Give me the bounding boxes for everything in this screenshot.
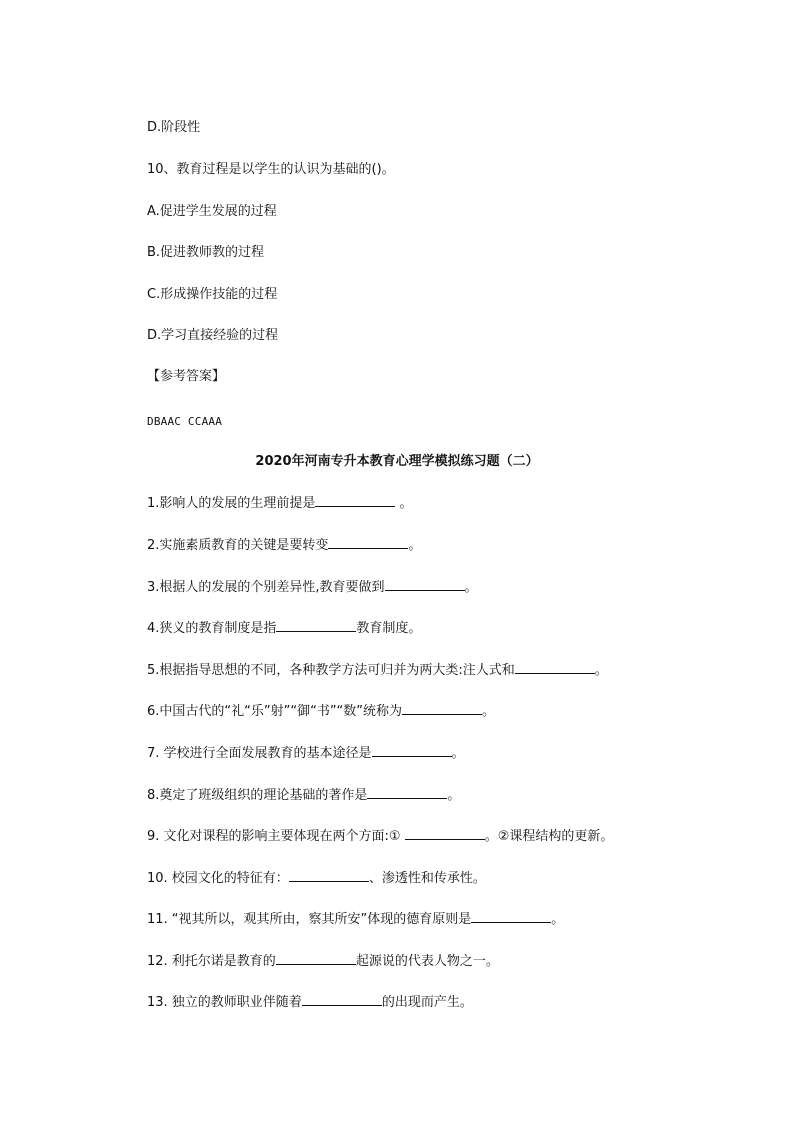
fill-question-10	[147, 869, 486, 888]
question-suffix: 。	[395, 496, 413, 511]
option-c-line: C.形成操作技能的过程	[147, 287, 278, 302]
fill-question-4	[147, 619, 421, 638]
question-text: 3.根据人的发展的个别差异性,教育要做到	[147, 580, 385, 595]
question-10-line: 10、教育过程是以学生的认识为基础的()。	[147, 162, 395, 177]
question-suffix: 。	[551, 912, 565, 927]
answer-blank[interactable]	[372, 744, 452, 757]
question-suffix: 、渗透性和传承性。	[368, 871, 486, 886]
question-suffix: 。②课程结构的更新。	[484, 829, 614, 844]
fill-question-1	[147, 494, 413, 513]
answer-blank[interactable]	[302, 993, 382, 1006]
answer-blank[interactable]	[315, 494, 395, 507]
question-text: 9. 文化对课程的影响主要体现在两个方面:①	[147, 829, 405, 844]
question-suffix: 。	[482, 704, 496, 719]
question-text: 12. 利托尔诺是教育的	[147, 954, 276, 969]
option-d-line-2: D.学习直接经验的过程	[147, 328, 279, 343]
answer-blank[interactable]	[328, 536, 408, 549]
question-text: 7. 学校进行全面发展教育的基本途径是	[147, 746, 372, 761]
answer-blank[interactable]	[405, 827, 485, 840]
question-text: 8.奠定了班级组织的理论基础的著作是	[147, 788, 368, 803]
question-suffix: 。	[408, 538, 422, 553]
question-suffix: 。	[594, 663, 608, 678]
fill-question-9	[147, 827, 613, 846]
question-text: 2.实施素质教育的关键是要转变	[147, 538, 329, 553]
fill-question-7	[147, 744, 465, 763]
fill-question-12	[147, 952, 499, 971]
question-suffix: 的出现而产生。	[381, 995, 473, 1010]
question-text: 13. 独立的教师职业伴随着	[147, 995, 302, 1010]
question-text: 4.狭义的教育制度是指	[147, 621, 277, 636]
question-text: 10. 校园文化的特征有：	[147, 871, 289, 886]
question-text: 5.根据指导思想的不同，各种教学方法可归并为两大类:注人式和	[147, 663, 515, 678]
option-a-line: A.促进学生发展的过程	[147, 204, 277, 219]
answer-blank[interactable]	[385, 578, 465, 591]
fill-question-11	[147, 910, 564, 929]
answer-blank[interactable]	[276, 952, 356, 965]
fill-question-2	[147, 536, 421, 555]
fill-question-6	[147, 702, 495, 721]
fill-question-3	[147, 578, 478, 597]
section-title: 2020年河南专升本教育心理学模拟练习题（二）	[255, 454, 539, 469]
question-suffix: 教育制度。	[356, 621, 422, 636]
question-suffix: 起源说的代表人物之一。	[355, 954, 499, 969]
answer-blank[interactable]	[367, 786, 447, 799]
answer-blank[interactable]	[276, 619, 356, 632]
option-d-line: D.阶段性	[147, 120, 201, 135]
question-text: 11. “视其所以，观其所由，察其所安”体现的德育原则是	[147, 912, 472, 927]
answer-blank[interactable]	[289, 869, 369, 882]
question-suffix: 。	[464, 580, 478, 595]
question-text: 6.中国古代的“礼“乐”射”“御“书”“数”统称为	[147, 704, 403, 719]
fill-question-5	[147, 661, 608, 680]
fill-question-8	[147, 786, 460, 805]
fill-question-13	[147, 993, 473, 1012]
question-suffix: 。	[447, 788, 461, 803]
answer-heading: 【参考答案】	[147, 369, 226, 384]
option-b-line: B.促进教师教的过程	[147, 245, 265, 260]
question-text: 1.影响人的发展的生理前提是	[147, 496, 316, 511]
answer-blank[interactable]	[471, 910, 551, 923]
answer-key: DBAAC CCAAA	[147, 415, 223, 428]
answer-blank[interactable]	[515, 661, 595, 674]
question-suffix: 。	[451, 746, 465, 761]
answer-blank[interactable]	[402, 702, 482, 715]
